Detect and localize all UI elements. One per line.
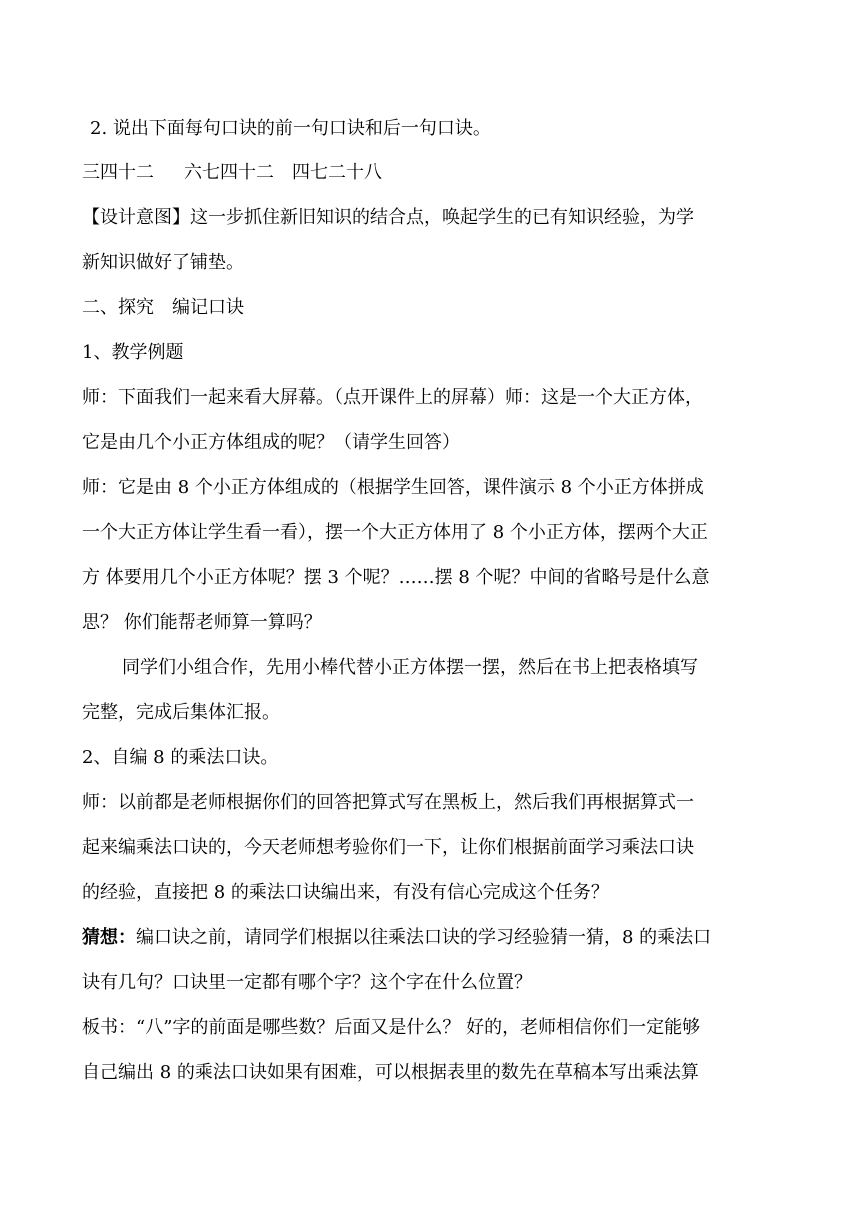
design-intent-line-2: 新知识做好了铺垫。 — [82, 252, 244, 273]
paragraph-6-line-2: 自己编出 8 的乘法口诀如果有困难，可以根据表里的数先在草稿本写出乘法算 — [82, 1062, 699, 1083]
review-item-2: 2. 说出下面每句口诀的前一句口诀和后一句口诀。 — [90, 118, 491, 139]
section-heading-explore: 二、探究 编记口诀 — [82, 297, 244, 318]
paragraph-1-line-2: 它是由几个小正方体组成的呢？（请学生回答） — [82, 432, 460, 453]
design-intent-text: 这一步抓住新旧知识的结合点，唤起学生的已有知识经验，为学 — [190, 207, 694, 228]
paragraph-2-line-3: 方 体要用几个小正方体呢？摆 3 个呢？……摆 8 个呢？中间的省略号是什么意 — [82, 567, 710, 588]
paragraph-2-line-1: 师：它是由 8 个小正方体组成的（根据学生回答，课件演示 8 个小正方体拼成 — [82, 477, 704, 498]
paragraph-5-line-2: 诀有几句？口诀里一定都有哪个字？这个字在什么位置？ — [82, 972, 532, 993]
paragraph-3-line-1: 同学们小组合作，先用小棒代替小正方体摆一摆，然后在书上把表格填写 — [122, 657, 698, 678]
rhyme-row — [82, 161, 782, 185]
paragraph-6-line-1: 板书：“八”字的前面是哪些数？后面又是什么？ 好的，老师相信你们一定能够 — [82, 1017, 701, 1038]
rhyme-2: 六七四十二 — [184, 162, 274, 183]
rhyme-1: 三四十二 — [82, 162, 154, 183]
subheading-example: 1、教学例题 — [82, 342, 184, 363]
paragraph-4-line-3: 的经验，直接把 8 的乘法口诀编出来，有没有信心完成这个任务？ — [82, 882, 609, 903]
design-intent-line-1 — [82, 206, 782, 230]
paragraph-2-line-2: 一个大正方体让学生看一看），摆一个大正方体用了 8 个小正方体，摆两个大正 — [82, 522, 708, 543]
paragraph-3-line-2: 完整，完成后集体汇报。 — [82, 702, 280, 723]
paragraph-2-line-4: 思？ 你们能帮老师算一算吗？ — [82, 612, 322, 633]
paragraph-5-line-1 — [82, 926, 782, 950]
paragraph-4-line-1: 师：以前都是老师根据你们的回答把算式写在黑板上，然后我们再根据算式一 — [82, 792, 694, 813]
paragraph-1-line-1: 师：下面我们一起来看大屏幕。（点开课件上的屏幕）师：这是一个大正方体， — [82, 387, 703, 408]
subheading-self-compose: 2、自编 8 的乘法口诀。 — [82, 747, 279, 768]
guess-text: 编口诀之前，请同学们根据以往乘法口诀的学习经验猜一猜，8 的乘法口 — [136, 927, 712, 948]
design-intent-label: 【设计意图】 — [82, 207, 190, 228]
rhyme-3: 四七二十八 — [292, 162, 382, 183]
guess-label: 猜想： — [82, 927, 136, 948]
paragraph-4-line-2: 起来编乘法口诀的，今天老师想考验你们一下，让你们根据前面学习乘法口诀 — [82, 837, 694, 858]
